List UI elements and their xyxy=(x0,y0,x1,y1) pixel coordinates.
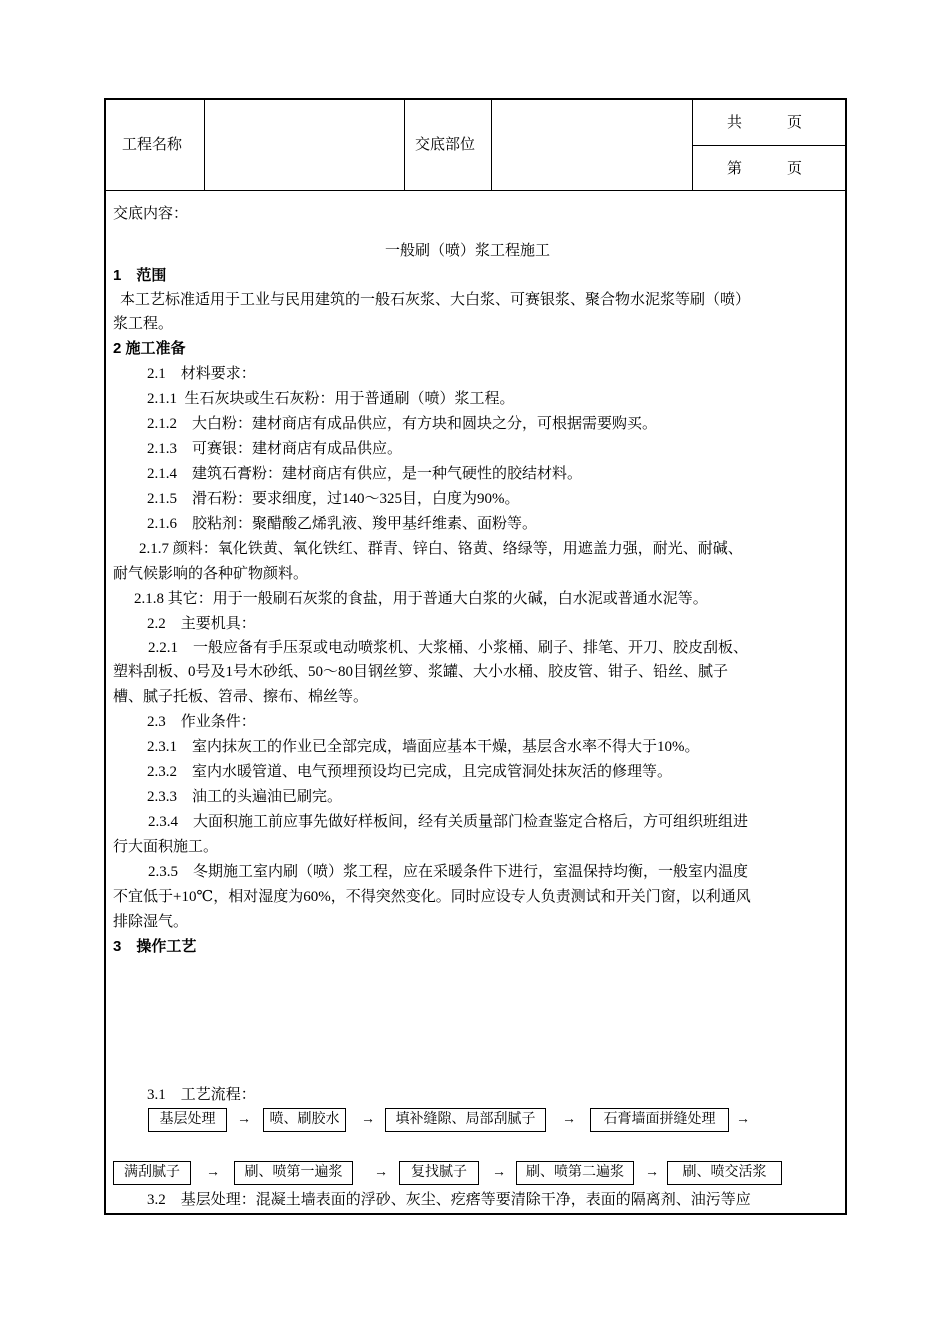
arrow-icon: → xyxy=(237,1112,251,1127)
table-border-left xyxy=(104,98,106,1215)
text-line: 2.1.7 颜料：氧化铁黄、氧化铁红、群青、锌白、铬黄、络绿等，用遮盖力强，耐光、耐碱、 xyxy=(139,541,743,557)
text-line: 耐气候影响的各种矿物颜料。 xyxy=(113,566,309,582)
page-number: 第 页 xyxy=(727,161,803,177)
text-line: 本工艺标准适用于工业与民用建筑的一般石灰浆、大白浆、可赛银浆、聚合物水泥浆等刷（喷） xyxy=(120,292,751,308)
section-heading: 2 施工准备 xyxy=(113,340,186,357)
location-label: 交底部位 xyxy=(415,137,476,153)
flow-step: 填补缝隙、局部刮腻子 xyxy=(385,1108,546,1132)
table-border-top xyxy=(104,98,847,100)
text-line: 2.3.4 大面积施工前应事先做好样板间，经有关质量部门检查鉴定合格后，方可组织班组进 xyxy=(148,814,749,830)
text-line: 浆工程。 xyxy=(113,316,174,332)
text-line: 3.1 工艺流程： xyxy=(147,1087,256,1103)
flow-step: 满刮腻子 xyxy=(113,1161,191,1185)
flow-step: 喷、刷胶水 xyxy=(263,1108,346,1132)
arrow-icon: → xyxy=(206,1165,220,1180)
flow-step: 刷、喷第一遍浆 xyxy=(234,1161,353,1185)
text-line: 3.2 基层处理：混凝土墙表面的浮砂、灰尘、疙瘩等要清除干净，表面的隔离剂、油污等应 xyxy=(147,1192,751,1208)
text-line: 2.1.1 生石灰块或生石灰粉：用于普通刷（喷）浆工程。 xyxy=(147,391,515,407)
text-line: 2.2.1 一般应备有手压泵或电动喷浆机、大浆桶、小浆桶、刷子、排笔、开刀、胶皮刮板、 xyxy=(148,640,749,656)
content-label: 交底内容： xyxy=(113,206,189,222)
table-border-bottom xyxy=(104,1213,847,1215)
col-divider xyxy=(404,98,405,191)
total-pages: 共 页 xyxy=(727,115,803,131)
flow-step: 刷、喷交活浆 xyxy=(667,1161,782,1185)
flow-step: 刷、喷第二遍浆 xyxy=(516,1161,634,1185)
project-name-label: 工程名称 xyxy=(122,137,183,153)
section-heading: 3 操作工艺 xyxy=(113,938,197,955)
text-line: 2.1.2 大白粉：建材商店有成品供应，有方块和圆块之分，可根据需要购买。 xyxy=(147,416,658,432)
text-line: 2.1.6 胶粘剂：聚醋酸乙烯乳液、羧甲基纤维素、面粉等。 xyxy=(147,516,538,532)
text-line: 2.3.2 室内水暖管道、电气预埋预设均已完成，且完成管洞处抹灰活的修理等。 xyxy=(147,764,673,780)
arrow-icon: → xyxy=(645,1165,659,1180)
text-line: 行大面积施工。 xyxy=(113,839,219,855)
arrow-icon: → xyxy=(374,1165,388,1180)
text-line: 2.2 主要机具： xyxy=(147,616,256,632)
document-title: 一般刷（喷）浆工程施工 xyxy=(385,243,551,259)
text-line: 2.1.8 其它：用于一般刷石灰浆的食盐，用于普通大白浆的火碱，白水泥或普通水泥等。 xyxy=(134,591,708,607)
arrow-icon: → xyxy=(736,1112,750,1127)
text-line: 不宜低于+10℃，相对湿度为60%，不得突然变化。同时应设专人负责测试和开关门窗，以利通风 xyxy=(113,889,751,905)
text-line: 2.3.5 冬期施工室内刷（喷）浆工程，应在采暖条件下进行，室温保持均衡，一般室内温度 xyxy=(148,864,749,880)
flow-step: 石膏墙面拼缝处理 xyxy=(590,1108,729,1132)
flow-step: 基层处理 xyxy=(148,1108,227,1132)
table-border-right xyxy=(845,98,847,1215)
col-divider xyxy=(204,98,205,191)
text-line: 排除湿气。 xyxy=(113,914,189,930)
header-divider xyxy=(104,190,847,191)
text-line: 2.1.3 可赛银：建材商店有成品供应。 xyxy=(147,441,403,457)
text-line: 2.3.3 油工的头遍油已刷完。 xyxy=(147,789,343,805)
flow-step: 复找腻子 xyxy=(399,1161,479,1185)
page-cell-divider xyxy=(692,145,846,146)
text-line: 塑料刮板、0号及1号木砂纸、50～80目钢丝箩、浆罐、大小水桶、胶皮管、钳子、铅丝、腻子 xyxy=(113,664,729,680)
text-line: 2.3 作业条件： xyxy=(147,714,256,730)
arrow-icon: → xyxy=(492,1165,506,1180)
arrow-icon: → xyxy=(361,1112,375,1127)
arrow-icon: → xyxy=(562,1112,576,1127)
text-line: 槽、腻子托板、笤帚、擦布、棉丝等。 xyxy=(113,689,369,705)
text-line: 2.1.5 滑石粉：要求细度，过140～325目，白度为90%。 xyxy=(147,491,520,507)
text-line: 2.3.1 室内抹灰工的作业已全部完成，墙面应基本干燥，基层含水率不得大于10%。 xyxy=(147,739,700,755)
text-line: 2.1.4 建筑石膏粉：建材商店有供应，是一种气硬性的胶结材料。 xyxy=(147,466,583,482)
section-heading: 1 范围 xyxy=(113,267,167,284)
text-line: 2.1 材料要求： xyxy=(147,366,256,382)
col-divider xyxy=(491,98,492,191)
